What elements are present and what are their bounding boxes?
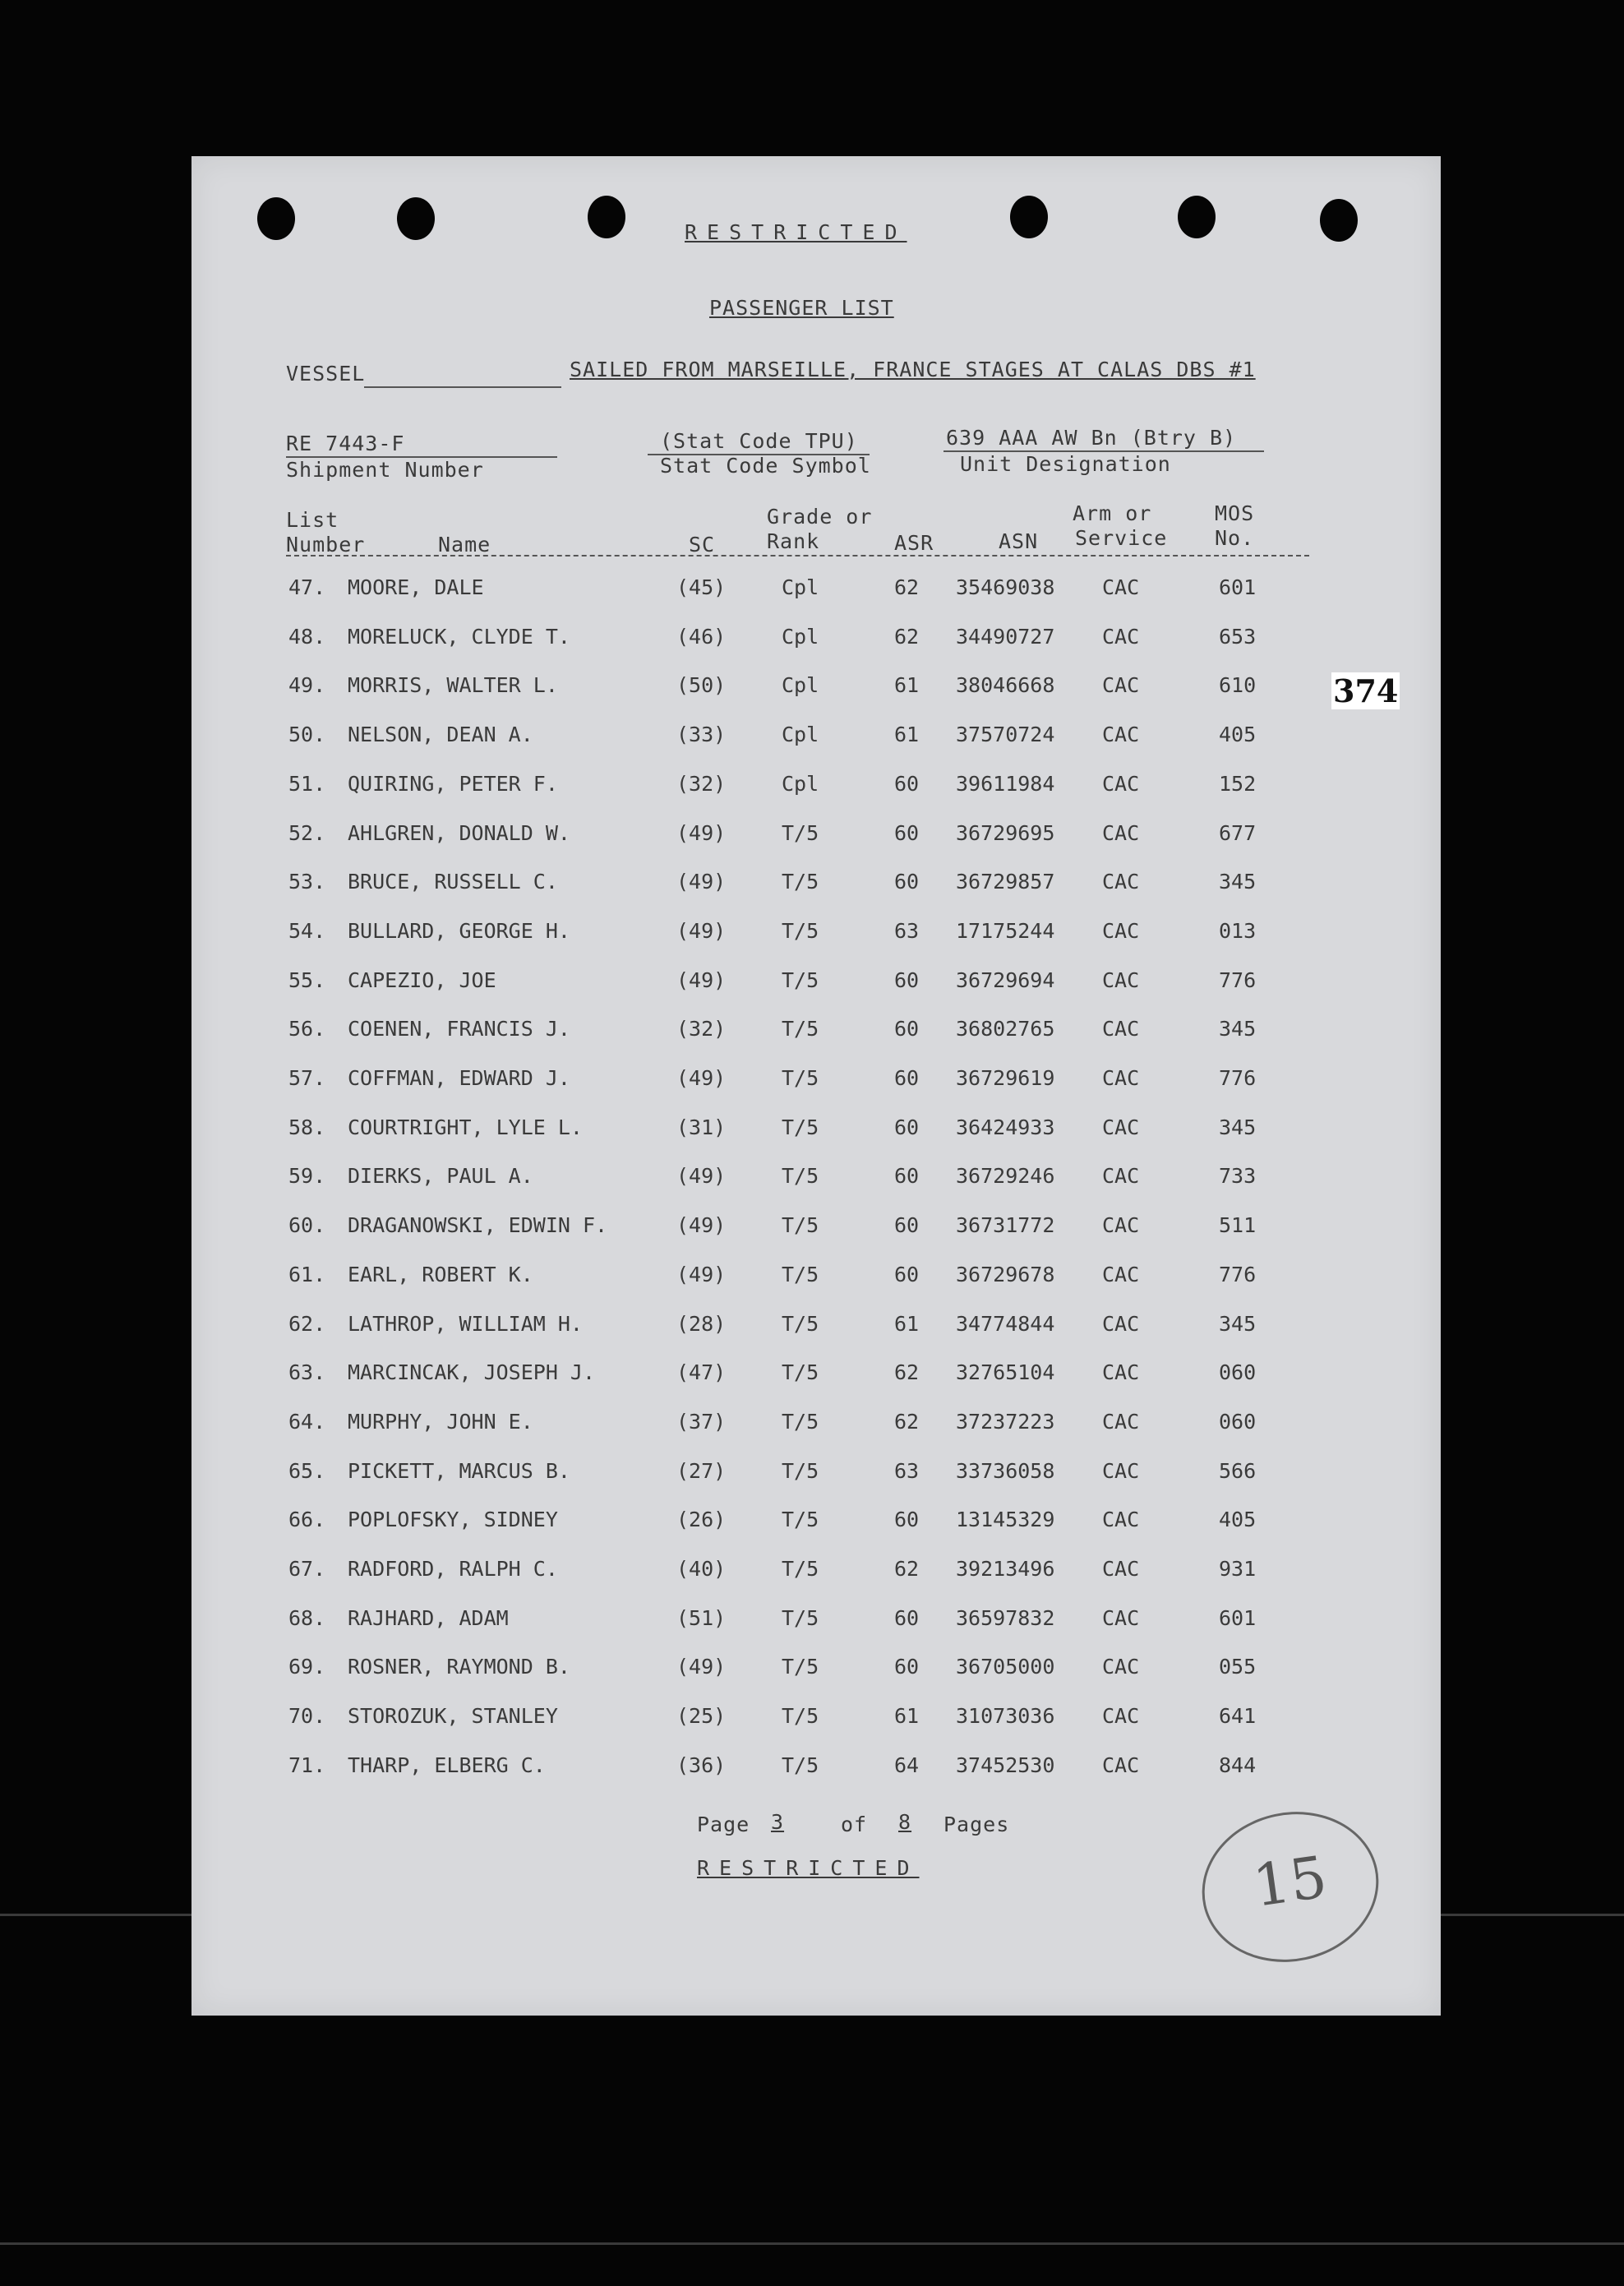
cell-asn: 37237223 bbox=[956, 1409, 1055, 1434]
table-row bbox=[191, 673, 1441, 721]
cell-num: 49. bbox=[288, 673, 326, 698]
cell-asr: 63 bbox=[894, 918, 920, 943]
cell-mos: 055 bbox=[1219, 1655, 1257, 1679]
table-row bbox=[191, 1263, 1441, 1310]
cell-asr: 62 bbox=[894, 1360, 920, 1385]
cell-mos: 152 bbox=[1219, 771, 1257, 796]
restricted-heading-top: RESTRICTED bbox=[685, 220, 907, 244]
cell-mos: 601 bbox=[1219, 1605, 1257, 1630]
cell-mos: 601 bbox=[1219, 575, 1257, 599]
table-row bbox=[191, 1606, 1441, 1654]
cell-name: AHLGREN, DONALD W. bbox=[348, 820, 570, 845]
cell-asn: 36729619 bbox=[956, 1066, 1055, 1090]
col-header-sc: SC bbox=[689, 533, 716, 556]
cell-arm: CAC bbox=[1102, 1655, 1140, 1679]
table-row bbox=[191, 1508, 1441, 1555]
cell-sc: (33) bbox=[676, 723, 727, 747]
table-row bbox=[191, 1017, 1441, 1064]
cell-asn: 39213496 bbox=[956, 1557, 1055, 1581]
cell-rank: Cpl bbox=[782, 624, 819, 649]
cell-mos: 511 bbox=[1219, 1213, 1257, 1238]
cell-arm: CAC bbox=[1102, 723, 1140, 747]
cell-name: PICKETT, MARCUS B. bbox=[348, 1458, 570, 1483]
of-label: of bbox=[841, 1813, 868, 1836]
cell-sc: (45) bbox=[676, 575, 727, 599]
cell-arm: CAC bbox=[1102, 771, 1140, 796]
cell-mos: 776 bbox=[1219, 1066, 1257, 1090]
cell-rank: Cpl bbox=[782, 771, 819, 796]
cell-rank: T/5 bbox=[782, 918, 819, 943]
cell-asr: 62 bbox=[894, 624, 920, 649]
cell-arm: CAC bbox=[1102, 870, 1140, 894]
cell-sc: (36) bbox=[676, 1753, 727, 1777]
table-row bbox=[191, 1410, 1441, 1457]
cell-num: 61. bbox=[288, 1262, 326, 1286]
table-row bbox=[191, 1164, 1441, 1212]
cell-arm: CAC bbox=[1102, 1164, 1140, 1189]
cell-sc: (27) bbox=[676, 1458, 727, 1483]
document-page bbox=[191, 156, 1441, 2016]
cell-rank: T/5 bbox=[782, 1508, 819, 1532]
cell-sc: (49) bbox=[676, 870, 727, 894]
cell-arm: CAC bbox=[1102, 1066, 1140, 1090]
cell-arm: CAC bbox=[1102, 968, 1140, 992]
handwritten-page-number: 15 bbox=[1248, 1843, 1331, 1920]
cell-mos: 345 bbox=[1219, 1115, 1257, 1139]
cell-num: 64. bbox=[288, 1409, 326, 1434]
cell-name: BRUCE, RUSSELL C. bbox=[348, 870, 558, 894]
cell-asr: 60 bbox=[894, 1017, 920, 1041]
cell-asr: 60 bbox=[894, 1605, 920, 1630]
cell-arm: CAC bbox=[1102, 1557, 1140, 1581]
cell-num: 71. bbox=[288, 1753, 326, 1777]
cell-asr: 60 bbox=[894, 1115, 920, 1139]
cell-sc: (49) bbox=[676, 1655, 727, 1679]
col-header-arm: Arm or bbox=[1073, 501, 1152, 525]
col-header-number: Number bbox=[286, 533, 366, 556]
cell-rank: T/5 bbox=[782, 1753, 819, 1777]
cell-mos: 060 bbox=[1219, 1409, 1257, 1434]
cell-rank: T/5 bbox=[782, 820, 819, 845]
cell-sc: (25) bbox=[676, 1704, 727, 1729]
cell-asr: 60 bbox=[894, 1066, 920, 1090]
cell-arm: CAC bbox=[1102, 1605, 1140, 1630]
cell-asr: 61 bbox=[894, 673, 920, 698]
cell-rank: T/5 bbox=[782, 1311, 819, 1336]
cell-num: 70. bbox=[288, 1704, 326, 1729]
cell-arm: CAC bbox=[1102, 624, 1140, 649]
cell-sc: (26) bbox=[676, 1508, 727, 1532]
cell-asn: 36424933 bbox=[956, 1115, 1055, 1139]
cell-mos: 566 bbox=[1219, 1458, 1257, 1483]
unit-designation: 639 AAA AW Bn (Btry B) bbox=[946, 426, 1237, 450]
page-label: Page bbox=[697, 1813, 750, 1836]
cell-rank: T/5 bbox=[782, 870, 819, 894]
cell-rank: T/5 bbox=[782, 968, 819, 992]
cell-asr: 62 bbox=[894, 575, 920, 599]
cell-arm: CAC bbox=[1102, 1409, 1140, 1434]
page-current: 3 bbox=[771, 1810, 785, 1834]
cell-asr: 60 bbox=[894, 1213, 920, 1238]
cell-num: 63. bbox=[288, 1360, 326, 1385]
cell-arm: CAC bbox=[1102, 1704, 1140, 1729]
cell-sc: (46) bbox=[676, 624, 727, 649]
col-header-grade: Grade or bbox=[767, 505, 873, 529]
cell-asr: 60 bbox=[894, 771, 920, 796]
cell-num: 50. bbox=[288, 723, 326, 747]
cell-asn: 36729695 bbox=[956, 820, 1055, 845]
cell-num: 56. bbox=[288, 1017, 326, 1041]
cell-mos: 844 bbox=[1219, 1753, 1257, 1777]
cell-sc: (49) bbox=[676, 1262, 727, 1286]
cell-arm: CAC bbox=[1102, 1115, 1140, 1139]
cell-name: POPLOFSKY, SIDNEY bbox=[348, 1508, 558, 1532]
cell-asn: 32765104 bbox=[956, 1360, 1055, 1385]
col-header-service: Service bbox=[1075, 526, 1168, 550]
cell-num: 52. bbox=[288, 820, 326, 845]
cell-rank: Cpl bbox=[782, 575, 819, 599]
cell-asn: 34490727 bbox=[956, 624, 1055, 649]
cell-asr: 60 bbox=[894, 1262, 920, 1286]
cell-mos: 405 bbox=[1219, 1508, 1257, 1532]
cell-mos: 345 bbox=[1219, 870, 1257, 894]
cell-rank: T/5 bbox=[782, 1409, 819, 1434]
cell-name: BULLARD, GEORGE H. bbox=[348, 918, 570, 943]
table-row bbox=[191, 1655, 1441, 1702]
shipment-number-label: Shipment Number bbox=[286, 458, 484, 482]
cell-arm: CAC bbox=[1102, 1458, 1140, 1483]
cell-arm: CAC bbox=[1102, 918, 1140, 943]
cell-arm: CAC bbox=[1102, 1017, 1140, 1041]
cell-sc: (37) bbox=[676, 1409, 727, 1434]
punch-hole bbox=[1010, 196, 1048, 238]
cell-asr: 63 bbox=[894, 1458, 920, 1483]
cell-arm: CAC bbox=[1102, 1753, 1140, 1777]
cell-name: COFFMAN, EDWARD J. bbox=[348, 1066, 570, 1090]
shipment-number: RE 7443-F bbox=[286, 432, 405, 455]
unit-designation-label: Unit Designation bbox=[960, 452, 1171, 476]
cell-num: 62. bbox=[288, 1311, 326, 1336]
cell-sc: (51) bbox=[676, 1605, 727, 1630]
col-header-asn: ASN bbox=[999, 529, 1039, 553]
cell-asn: 36729678 bbox=[956, 1262, 1055, 1286]
cell-name: EARL, ROBERT K. bbox=[348, 1262, 533, 1286]
cell-name: RAJHARD, ADAM bbox=[348, 1605, 509, 1630]
cell-asr: 62 bbox=[894, 1557, 920, 1581]
cell-num: 55. bbox=[288, 968, 326, 992]
cell-asn: 39611984 bbox=[956, 771, 1055, 796]
col-header-mos-no: No. bbox=[1215, 526, 1255, 550]
document-title: PASSENGER LIST bbox=[709, 296, 894, 320]
punch-hole bbox=[397, 197, 435, 240]
cell-num: 54. bbox=[288, 918, 326, 943]
cell-sc: (50) bbox=[676, 673, 727, 698]
table-row bbox=[191, 1066, 1441, 1114]
cell-num: 67. bbox=[288, 1557, 326, 1581]
cell-num: 60. bbox=[288, 1213, 326, 1238]
cell-asr: 61 bbox=[894, 1311, 920, 1336]
cell-sc: (49) bbox=[676, 1164, 727, 1189]
table-row bbox=[191, 1312, 1441, 1360]
pages-label: Pages bbox=[943, 1813, 1010, 1836]
cell-sc: (49) bbox=[676, 820, 727, 845]
cell-sc: (47) bbox=[676, 1360, 727, 1385]
cell-arm: CAC bbox=[1102, 820, 1140, 845]
cell-sc: (31) bbox=[676, 1115, 727, 1139]
cell-asn: 36729694 bbox=[956, 968, 1055, 992]
cell-asn: 36597832 bbox=[956, 1605, 1055, 1630]
cell-rank: Cpl bbox=[782, 723, 819, 747]
cell-asn: 36729857 bbox=[956, 870, 1055, 894]
cell-sc: (32) bbox=[676, 771, 727, 796]
punch-hole bbox=[588, 196, 625, 238]
cell-sc: (40) bbox=[676, 1557, 727, 1581]
cell-sc: (49) bbox=[676, 968, 727, 992]
cell-name: MURPHY, JOHN E. bbox=[348, 1409, 533, 1434]
col-header-list: List bbox=[286, 508, 339, 532]
cell-mos: 345 bbox=[1219, 1017, 1257, 1041]
table-row bbox=[191, 821, 1441, 869]
table-row bbox=[191, 1753, 1441, 1801]
cell-mos: 345 bbox=[1219, 1311, 1257, 1336]
cell-asr: 61 bbox=[894, 1704, 920, 1729]
col-header-rank: Rank bbox=[767, 529, 820, 553]
cell-asn: 36802765 bbox=[956, 1017, 1055, 1041]
cell-asn: 35469038 bbox=[956, 575, 1055, 599]
cell-num: 57. bbox=[288, 1066, 326, 1090]
table-row bbox=[191, 968, 1441, 1016]
col-header-asr: ASR bbox=[894, 531, 934, 555]
cell-asr: 60 bbox=[894, 1655, 920, 1679]
cell-mos: 733 bbox=[1219, 1164, 1257, 1189]
vessel-label: VESSEL bbox=[286, 362, 366, 386]
cell-rank: T/5 bbox=[782, 1557, 819, 1581]
cell-name: ROSNER, RAYMOND B. bbox=[348, 1655, 570, 1679]
cell-asn: 31073036 bbox=[956, 1704, 1055, 1729]
cell-name: COURTRIGHT, LYLE L. bbox=[348, 1115, 583, 1139]
cell-asn: 33736058 bbox=[956, 1458, 1055, 1483]
cell-name: THARP, ELBERG C. bbox=[348, 1753, 546, 1777]
punch-hole bbox=[1320, 199, 1358, 242]
cell-asn: 13145329 bbox=[956, 1508, 1055, 1532]
cell-mos: 653 bbox=[1219, 624, 1257, 649]
cell-num: 47. bbox=[288, 575, 326, 599]
cell-name: STOROZUK, STANLEY bbox=[348, 1704, 558, 1729]
cell-name: MARCINCAK, JOSEPH J. bbox=[348, 1360, 596, 1385]
cell-rank: T/5 bbox=[782, 1164, 819, 1189]
cell-asn: 36729246 bbox=[956, 1164, 1055, 1189]
cell-sc: (28) bbox=[676, 1311, 727, 1336]
table-row bbox=[191, 575, 1441, 623]
cell-arm: CAC bbox=[1102, 673, 1140, 698]
cell-name: MORRIS, WALTER L. bbox=[348, 673, 558, 698]
cell-sc: (49) bbox=[676, 918, 727, 943]
cell-num: 48. bbox=[288, 624, 326, 649]
stat-code: (Stat Code TPU) bbox=[660, 429, 858, 453]
cell-num: 68. bbox=[288, 1605, 326, 1630]
cell-name: RADFORD, RALPH C. bbox=[348, 1557, 558, 1581]
cell-num: 66. bbox=[288, 1508, 326, 1532]
cell-asr: 64 bbox=[894, 1753, 920, 1777]
cell-sc: (49) bbox=[676, 1066, 727, 1090]
table-row bbox=[191, 1115, 1441, 1163]
cell-asr: 60 bbox=[894, 1164, 920, 1189]
cell-asr: 61 bbox=[894, 723, 920, 747]
cell-arm: CAC bbox=[1102, 1262, 1140, 1286]
table-row bbox=[191, 723, 1441, 770]
cell-name: QUIRING, PETER F. bbox=[348, 771, 558, 796]
cell-rank: T/5 bbox=[782, 1213, 819, 1238]
cell-rank: T/5 bbox=[782, 1262, 819, 1286]
cell-rank: T/5 bbox=[782, 1360, 819, 1385]
cell-asr: 60 bbox=[894, 968, 920, 992]
cell-num: 53. bbox=[288, 870, 326, 894]
cell-arm: CAC bbox=[1102, 1360, 1140, 1385]
cell-sc: (49) bbox=[676, 1213, 727, 1238]
cell-name: NELSON, DEAN A. bbox=[348, 723, 533, 747]
cell-name: COENEN, FRANCIS J. bbox=[348, 1017, 570, 1041]
cell-mos: 677 bbox=[1219, 820, 1257, 845]
table-row bbox=[191, 1557, 1441, 1605]
cell-name: LATHROP, WILLIAM H. bbox=[348, 1311, 583, 1336]
cell-rank: T/5 bbox=[782, 1605, 819, 1630]
cell-rank: Cpl bbox=[782, 673, 819, 698]
vessel-value: SAILED FROM MARSEILLE, FRANCE STAGES AT CALAS DBS #1 bbox=[570, 358, 1256, 381]
cell-rank: T/5 bbox=[782, 1704, 819, 1729]
cell-asr: 62 bbox=[894, 1409, 920, 1434]
cell-asn: 37452530 bbox=[956, 1753, 1055, 1777]
cell-rank: T/5 bbox=[782, 1655, 819, 1679]
cell-arm: CAC bbox=[1102, 575, 1140, 599]
cell-arm: CAC bbox=[1102, 1213, 1140, 1238]
cell-num: 58. bbox=[288, 1115, 326, 1139]
cell-num: 59. bbox=[288, 1164, 326, 1189]
restricted-heading-bottom: RESTRICTED bbox=[697, 1856, 920, 1880]
cell-rank: T/5 bbox=[782, 1017, 819, 1041]
cell-mos: 776 bbox=[1219, 1262, 1257, 1286]
cell-mos: 013 bbox=[1219, 918, 1257, 943]
cell-rank: T/5 bbox=[782, 1115, 819, 1139]
cell-asn: 36731772 bbox=[956, 1213, 1055, 1238]
cell-name: MOORE, DALE bbox=[348, 575, 484, 599]
table-row bbox=[191, 919, 1441, 967]
cell-name: MORELUCK, CLYDE T. bbox=[348, 624, 570, 649]
cell-name: CAPEZIO, JOE bbox=[348, 968, 496, 992]
table-row bbox=[191, 625, 1441, 672]
punch-hole bbox=[1178, 196, 1216, 238]
cell-mos: 405 bbox=[1219, 723, 1257, 747]
cell-mos: 776 bbox=[1219, 968, 1257, 992]
col-header-name: Name bbox=[438, 533, 491, 556]
table-row bbox=[191, 870, 1441, 917]
table-row bbox=[191, 1704, 1441, 1752]
cell-asn: 36705000 bbox=[956, 1655, 1055, 1679]
stat-code-label: Stat Code Symbol bbox=[660, 454, 871, 478]
cell-num: 69. bbox=[288, 1655, 326, 1679]
cell-arm: CAC bbox=[1102, 1508, 1140, 1532]
cell-asn: 38046668 bbox=[956, 673, 1055, 698]
cell-mos: 931 bbox=[1219, 1557, 1257, 1581]
cell-mos: 610 bbox=[1219, 673, 1257, 698]
cell-arm: CAC bbox=[1102, 1311, 1140, 1336]
cell-mos: 060 bbox=[1219, 1360, 1257, 1385]
table-row bbox=[191, 1459, 1441, 1507]
cell-name: DRAGANOWSKI, EDWIN F. bbox=[348, 1213, 608, 1238]
cell-num: 65. bbox=[288, 1458, 326, 1483]
archive-stamp-number: 374 bbox=[1333, 672, 1399, 709]
table-row bbox=[191, 1213, 1441, 1261]
cell-name: DIERKS, PAUL A. bbox=[348, 1164, 533, 1189]
cell-mos: 641 bbox=[1219, 1704, 1257, 1729]
cell-asr: 60 bbox=[894, 1508, 920, 1532]
cell-rank: T/5 bbox=[782, 1458, 819, 1483]
table-row bbox=[191, 1360, 1441, 1408]
col-header-mos: MOS bbox=[1215, 501, 1255, 525]
table-row bbox=[191, 772, 1441, 820]
cell-asr: 60 bbox=[894, 870, 920, 894]
cell-asn: 37570724 bbox=[956, 723, 1055, 747]
page-total: 8 bbox=[898, 1810, 912, 1834]
cell-asn: 34774844 bbox=[956, 1311, 1055, 1336]
cell-rank: T/5 bbox=[782, 1066, 819, 1090]
punch-hole bbox=[257, 197, 295, 240]
cell-num: 51. bbox=[288, 771, 326, 796]
cell-asn: 17175244 bbox=[956, 918, 1055, 943]
cell-asr: 60 bbox=[894, 820, 920, 845]
cell-sc: (32) bbox=[676, 1017, 727, 1041]
